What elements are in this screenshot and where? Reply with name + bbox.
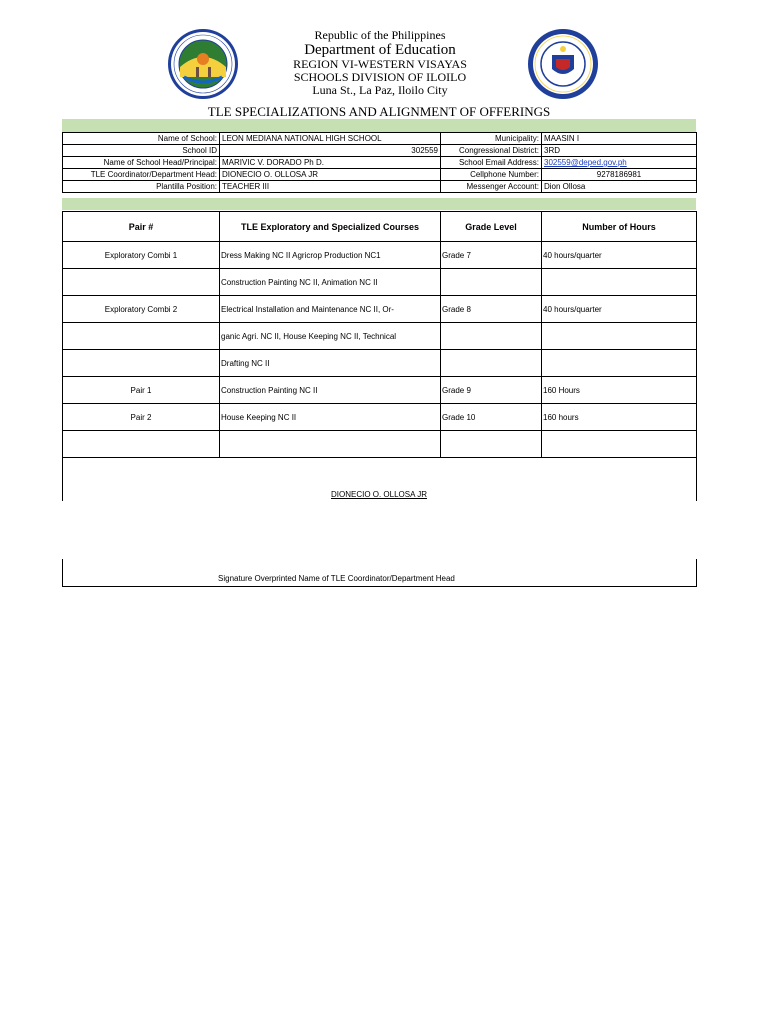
table-row xyxy=(63,323,697,350)
hours-cell xyxy=(542,323,697,350)
cellphone-label: Cellphone Number: xyxy=(441,169,542,181)
table-row xyxy=(63,377,697,404)
green-band-top xyxy=(62,119,696,132)
grade-cell xyxy=(441,323,542,350)
signature-name xyxy=(62,490,696,499)
info-row xyxy=(63,133,697,145)
table-row xyxy=(63,269,697,296)
hours-cell: 40 hours/quarter xyxy=(542,296,697,323)
messenger-label: Messenger Account: xyxy=(441,181,542,193)
coordinator-label: TLE Coordinator/Department Head: xyxy=(63,169,220,181)
pair-cell: Exploratory Combi 1 xyxy=(63,242,220,269)
table-header-row xyxy=(63,212,697,242)
offerings-table xyxy=(62,211,697,458)
school-id-value: 302559 xyxy=(220,145,441,157)
pair-cell xyxy=(63,350,220,377)
grade-cell: Grade 9 xyxy=(441,377,542,404)
grade-cell: Grade 10 xyxy=(441,404,542,431)
region-line: REGION VI-WESTERN VISAYAS xyxy=(293,57,467,71)
school-head-label: Name of School Head/Principal: xyxy=(63,157,220,169)
signature-name-text: DIONECIO O. OLLOSA JR xyxy=(330,490,428,499)
grade-cell xyxy=(441,350,542,377)
pair-cell: Exploratory Combi 2 xyxy=(63,296,220,323)
col-header-courses: TLE Exploratory and Specialized Courses xyxy=(220,212,441,242)
pair-cell xyxy=(63,323,220,350)
coordinator-value: DIONECIO O. OLLOSA JR xyxy=(220,169,441,181)
col-header-hours: Number of Hours xyxy=(542,212,697,242)
green-band-middle xyxy=(62,198,696,210)
district-value: 3RD xyxy=(542,145,697,157)
hours-cell xyxy=(542,431,697,458)
school-name-value: LEON MEDIANA NATIONAL HIGH SCHOOL xyxy=(220,133,441,145)
school-head-value: MARIVIC V. DORADO Ph D. xyxy=(220,157,441,169)
course-cell: Dress Making NC II Agricrop Production NC1 xyxy=(220,242,441,269)
col-header-pair: Pair # xyxy=(63,212,220,242)
school-name-label: Name of School: xyxy=(63,133,220,145)
col-header-grade: Grade Level xyxy=(441,212,542,242)
address-line: Luna St., La Paz, Iloilo City xyxy=(312,83,448,97)
deped-seal-icon xyxy=(526,27,600,101)
course-cell: Drafting NC II xyxy=(220,350,441,377)
grade-cell: Grade 8 xyxy=(441,296,542,323)
signature-caption: Signature Overprinted Name of TLE Coordinator/Department Head xyxy=(218,574,455,583)
email-link[interactable]: 302559@deped.gov.ph xyxy=(542,157,697,169)
page-title: TLE SPECIALIZATIONS AND ALIGNMENT OF OFFERINGS xyxy=(207,104,551,119)
grade-cell xyxy=(441,269,542,296)
email-label: School Email Address: xyxy=(441,157,542,169)
table-row xyxy=(63,431,697,458)
municipality-label: Municipality: xyxy=(441,133,542,145)
plantilla-value: TEACHER III xyxy=(220,181,441,193)
hours-cell: 160 hours xyxy=(542,404,697,431)
course-cell: Construction Painting NC II, Animation NC II xyxy=(220,269,441,296)
table-row xyxy=(63,296,697,323)
course-cell: Construction Painting NC II xyxy=(220,377,441,404)
hours-cell: 40 hours/quarter xyxy=(542,242,697,269)
course-cell: Electrical Installation and Maintenance NC II, Or- xyxy=(220,296,441,323)
municipality-value: MAASIN I xyxy=(542,133,697,145)
district-label: Congressional District: xyxy=(441,145,542,157)
pair-cell: Pair 2 xyxy=(63,404,220,431)
school-info-table xyxy=(62,132,697,193)
table-row xyxy=(63,242,697,269)
division-line: SCHOOLS DIVISION OF ILOILO xyxy=(293,70,467,84)
department-line: Department of Education xyxy=(304,42,456,58)
pair-cell xyxy=(63,431,220,458)
messenger-value: Dion Ollosa xyxy=(542,181,697,193)
table-row xyxy=(63,404,697,431)
course-cell: House Keeping NC II xyxy=(220,404,441,431)
hours-cell xyxy=(542,269,697,296)
table-row xyxy=(63,350,697,377)
pair-cell: Pair 1 xyxy=(63,377,220,404)
school-id-label: School ID xyxy=(63,145,220,157)
info-row xyxy=(63,169,697,181)
republic-line: Republic of the Philippines xyxy=(314,28,446,42)
grade-cell xyxy=(441,431,542,458)
info-row xyxy=(63,181,697,193)
letterhead xyxy=(250,29,510,97)
hours-cell: 160 Hours xyxy=(542,377,697,404)
info-row xyxy=(63,145,697,157)
course-cell xyxy=(220,431,441,458)
info-row xyxy=(63,157,697,169)
course-cell: ganic Agri. NC II, House Keeping NC II, Technical xyxy=(220,323,441,350)
grade-cell: Grade 7 xyxy=(441,242,542,269)
deped-division-seal-icon xyxy=(166,27,240,101)
cellphone-value: 9278186981 xyxy=(542,169,697,181)
hours-cell xyxy=(542,350,697,377)
pair-cell xyxy=(63,269,220,296)
plantilla-label: Plantilla Position: xyxy=(63,181,220,193)
